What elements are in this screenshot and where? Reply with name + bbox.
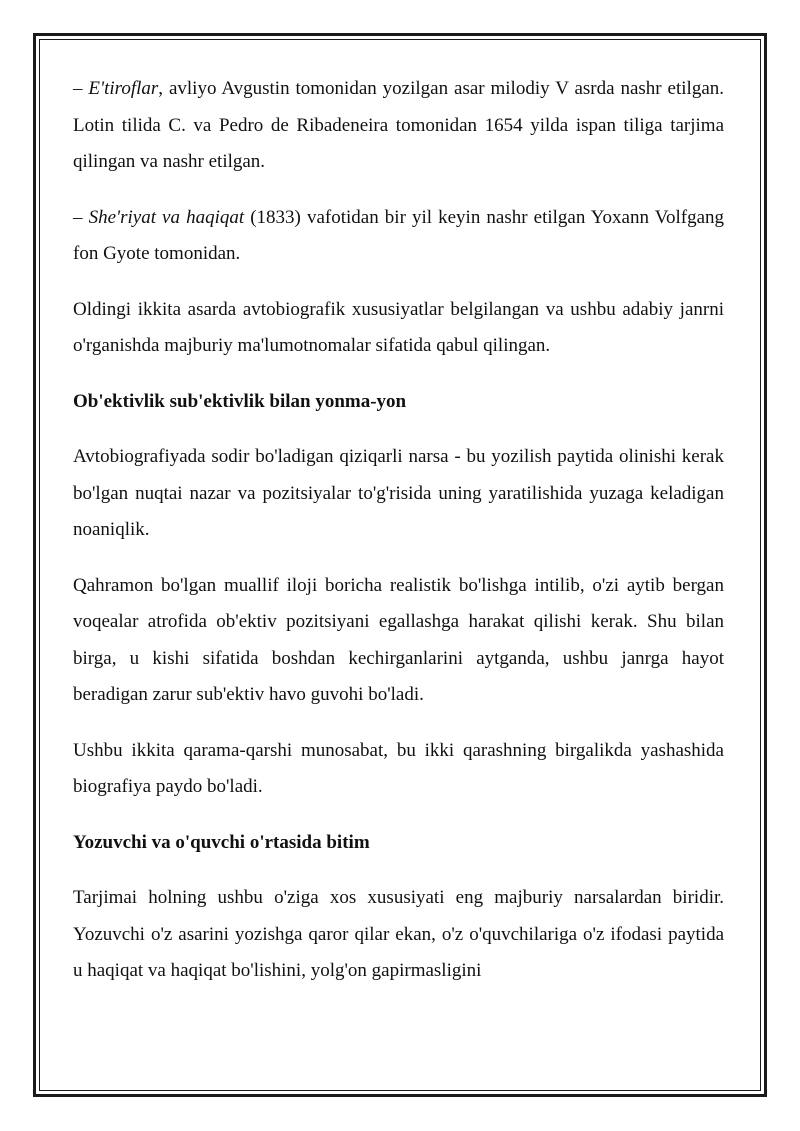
section-heading-writer-reader-pact: Yozuvchi va o'quvchi o'rtasida bitim: [73, 831, 370, 853]
paragraph-author-hero: Qahramon bo'lgan muallif iloji boricha realistik bo'lishga intilib, o'zi aytib bergan voqealar atrofida ob'ektiv pozitsiyani egallashga harakat qilishi kerak. Shu bilan birga, u kishi sifatida boshdan kechirganlarini aytganda, ushbu janrga hayot beradigan zarur sub'ektiv havo guvohi bo'ladi.: [73, 574, 724, 705]
paragraph-pact-description: Tarjimai holning ushbu o'ziga xos xususiyati eng majburiy narsalardan biridir. Yozuvchi o'z asarini yozishga qaror qilar ekan, o'z o'quvchilariga o'z ifodasi paytida u haqiqat va haqiqat bo'lishini, yolg'on gapirmasligini: [73, 887, 724, 981]
paragraph-text: (1833) vafotidan bir yil keyin nashr etilgan Yoxann Volfgang fon Gyote tomonidan.: [73, 206, 725, 264]
paragraph-previous-works: Oldingi ikkita asarda avtobiografik xususiyatlar belgilangan va ushbu adabiy janrni o'rganishda majburiy ma'lumotnomalar sifatida qabul qilingan.: [73, 298, 724, 356]
list-dash: –: [73, 78, 89, 99]
list-dash: –: [73, 206, 89, 228]
paragraph-poetry-and-truth: [73, 200, 724, 273]
paragraph-confessions: [73, 71, 724, 181]
paragraph-autobiography-ambiguity: Avtobiografiyada sodir bo'ladigan qiziqarli narsa - bu yozilish paytida olinishi kerak bo'lgan nuqtai nazar va pozitsiyalar to'g'risida uning yaratilishida yuzaga keladigan noaniqlik.: [73, 446, 724, 540]
document-body: [73, 71, 724, 990]
paragraph-text: , avliyo Avgustin tomonidan yozilgan asar milodiy V asrda nashr etilgan. Lotin tilida C. va Pedro de Ribadeneira tomonidan 1654 yilda ispan tiliga tarjima qilingan va nashr etilgan.: [73, 78, 724, 172]
book-title-poetry-and-truth: She'riyat va haqiqat: [88, 206, 245, 228]
section-heading-objectivity: Ob'ektivlik sub'ektivlik bilan yonma-yon: [73, 390, 407, 412]
book-title-confessions: E'tiroflar: [88, 78, 159, 99]
paragraph-two-attitudes: Ushbu ikkita qarama-qarshi munosabat, bu ikki qarashning birgalikda yashashida biografiya paydo bo'ladi.: [73, 739, 724, 797]
